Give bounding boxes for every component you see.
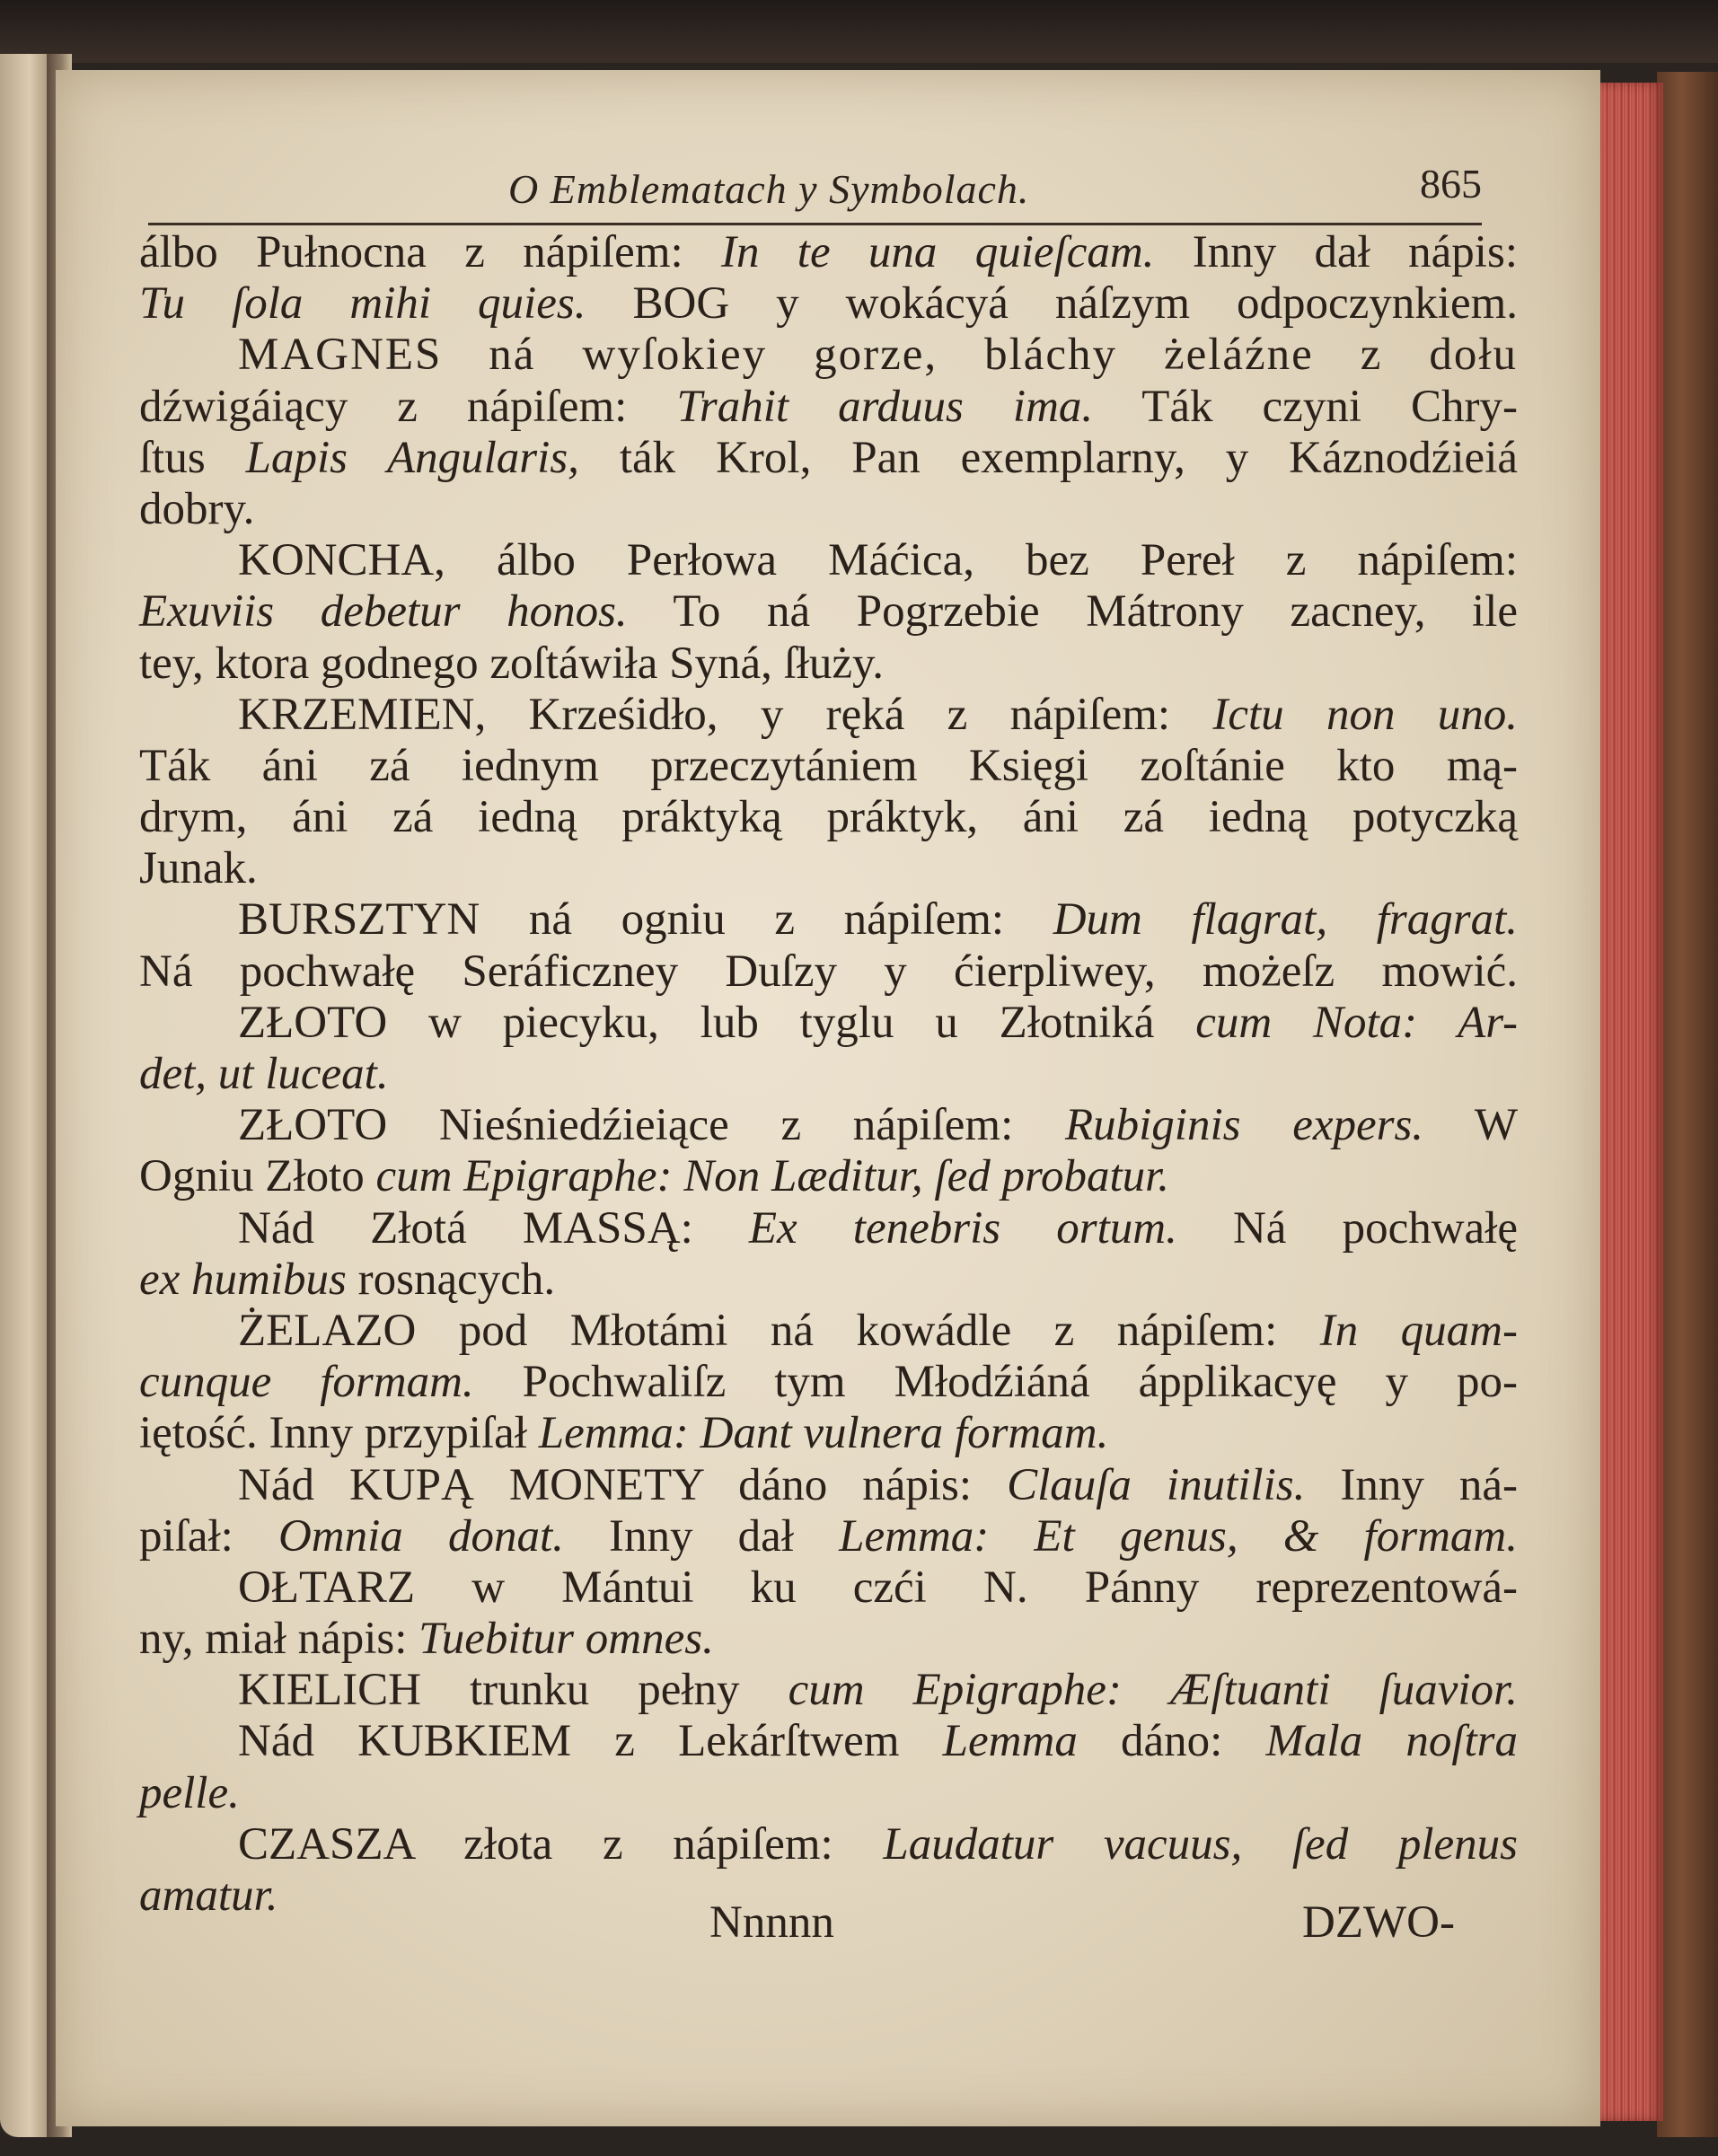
text-line: Nád Złotá MASSĄ: Ex tenebris ortum. Ná pochwałę [238, 1202, 1518, 1254]
text-line: Tu ſola mihi quies. BOG y wokácyá náſzym odpoczynkiem. [139, 278, 1518, 330]
text-line: dobry. [139, 483, 255, 534]
text-line: ZŁOTO w piecyku, lub tyglu u Złotniká cum Nota: Ar- [238, 997, 1518, 1048]
text-line: Ták áni zá iednym przeczytániem Księgi zoſtánie kto mą- [139, 740, 1518, 791]
text-line: Nád KUBKIEM z Lekárſtwem Lemma dáno: Mala noſtra [238, 1716, 1519, 1767]
signature-mark: Nnnnn [709, 1897, 834, 1948]
text-line: Nád KUPĄ MONETY dáno nápis: Clauſa inutilis. Inny ná- [238, 1459, 1518, 1510]
text-line: tey, ktora godnego zoſtáwiła Syná, ſłuży. [139, 638, 884, 689]
header-title: O Emblematach y Symbolach. [508, 166, 1030, 212]
text-line: OŁTARZ w Mántui ku czći N. Pánny reprezentowá- [238, 1562, 1518, 1613]
text-line: ny, miał nápis: Tuebitur omnes. [139, 1614, 714, 1665]
text-line: piſał: Omnia donat. Inny dał Lemma: Et genus, & formam. [139, 1510, 1518, 1562]
text-line: KIELICH trunku pełny cum Epigraphe: Æſtuanti ſuavior. [238, 1665, 1518, 1716]
text-line: CZASZA złota z nápiſem: Laudatur vacuus, ſed plenus [238, 1818, 1519, 1870]
text-line: Ogniu Złoto cum Epigraphe: Non Læditur, ſed probatur. [139, 1151, 1170, 1202]
text-line: MAGNES ná wyſokiey gorze, bláchy żeláźne z dołu [238, 330, 1518, 381]
text-line: cunque formam. Pochwaliſz tym Młodźiáná ápplikacyę y po- [139, 1357, 1518, 1408]
text-line: amatur. [139, 1870, 278, 1921]
text-line: ŻELAZO pod Młotámi ná kowádle z nápiſem: In quam- [238, 1305, 1518, 1356]
text-line: Ná pochwałę Seráficzney Duſzy y ćierpliwey, możeſz mowić. [139, 946, 1518, 997]
book-cover [1657, 72, 1718, 2137]
text-line: det, ut luceat. [139, 1049, 389, 1099]
text-line: iętość. Inny przypiſał Lemma: Dant vulnera formam. [139, 1408, 1109, 1459]
text-line: Exuviis debetur honos. To ná Pogrzebie Mátrony zacney, ile [139, 586, 1519, 638]
running-header [144, 160, 1482, 223]
facing-page-edge [0, 54, 54, 2137]
page-number: 865 [1420, 161, 1482, 207]
text-line: KRZEMIEN, Krześidło, y ręká z nápiſem: Ictu non uno. [238, 689, 1518, 740]
body-text [139, 227, 1518, 1922]
text-line: ZŁOTO Nieśniedźieiące z nápiſem: Rubiginis expers. W [238, 1100, 1518, 1151]
text-line: pelle. [139, 1767, 240, 1818]
text-line: KONCHA, álbo Perłowa Máćica, bez Pereł z nápiſem: [238, 535, 1518, 586]
text-line: álbo Pułnocna z nápiſem: In te una quieſcam. Inny dał nápis: [139, 227, 1518, 277]
text-line: BURSZTYN ná ogniu z nápiſem: Dum flagrat, fragrat. [238, 894, 1518, 946]
catchword: DZWO- [1302, 1897, 1455, 1948]
book-top-edge [0, 0, 1718, 63]
text-line: ex humibus rosnących. [139, 1254, 556, 1305]
text-line: Junak. [139, 843, 258, 894]
header-rule [148, 223, 1482, 225]
text-line: drym, áni zá iedną práktyką práktyk, áni zá iedną potyczką [139, 792, 1518, 843]
text-line: dźwigáiący z nápiſem: Trahit arduus ima. Ták czyni Chry- [139, 381, 1518, 432]
text-line: ſtus Lapis Angularis, ták Krol, Pan exemplarny, y Káznodźieiá [139, 432, 1519, 483]
